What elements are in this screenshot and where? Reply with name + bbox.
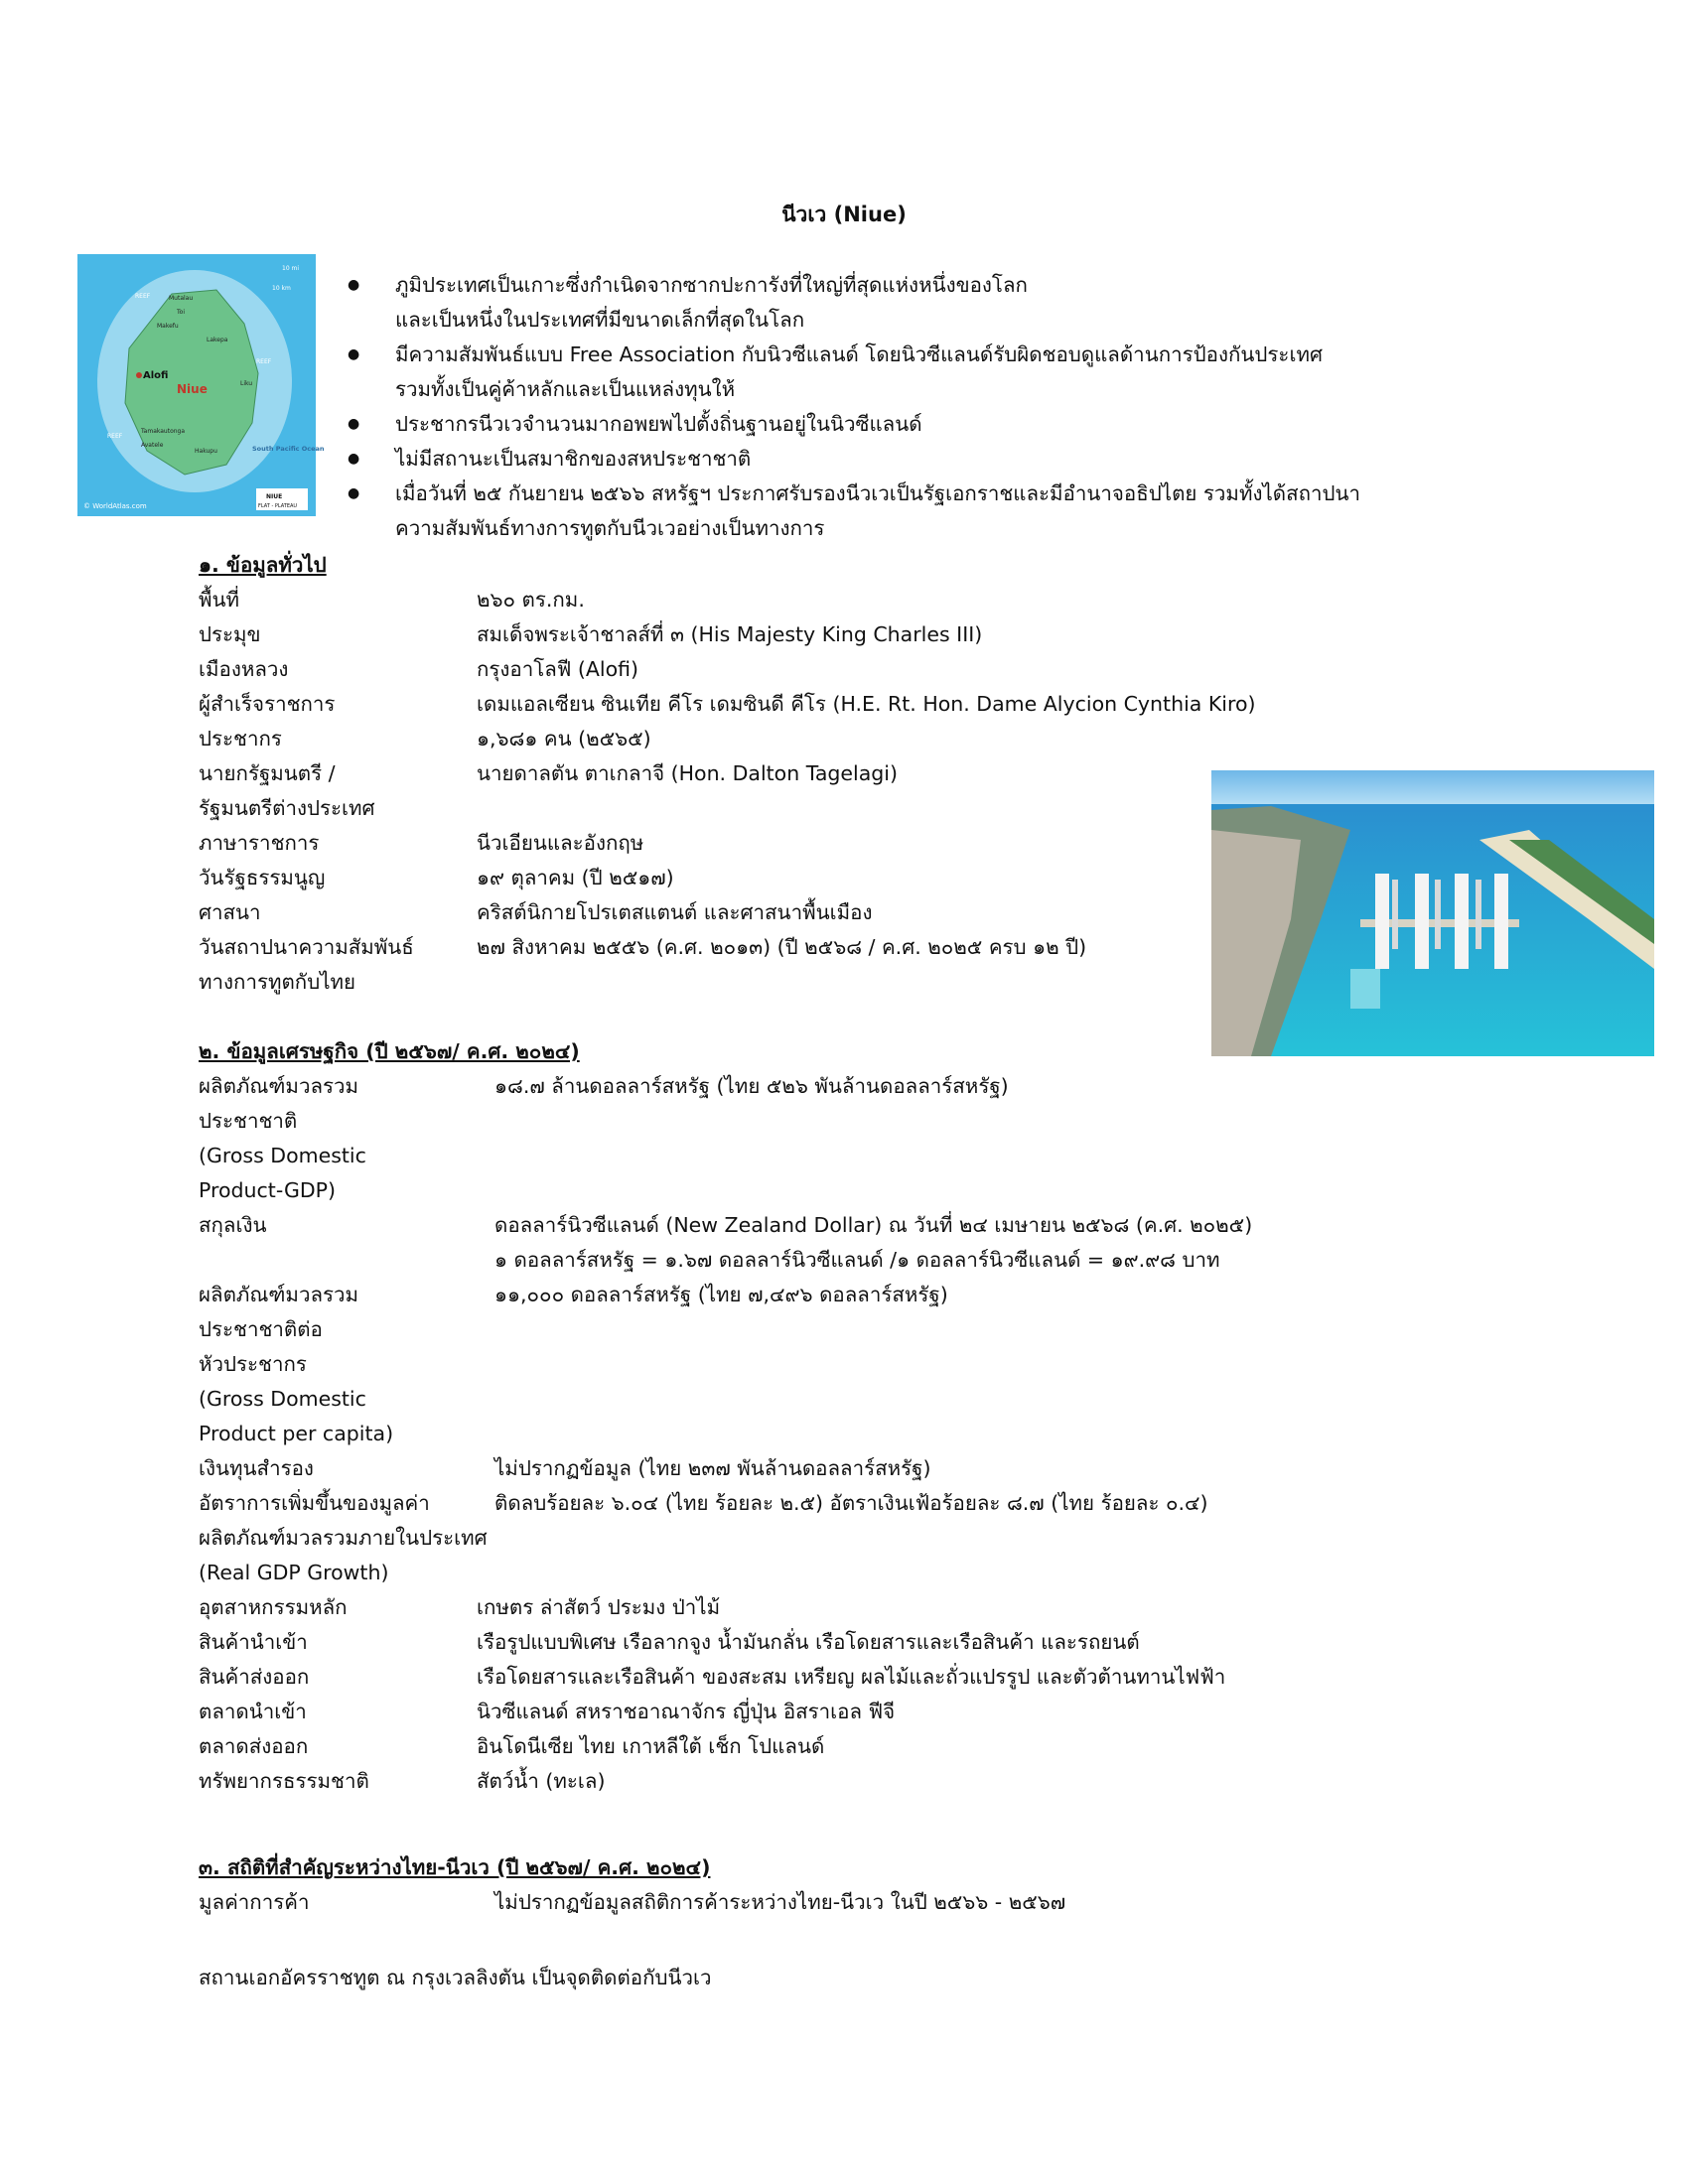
row-label-line: ประชากร — [199, 727, 282, 751]
bullet-line: ● เมื่อวันที่ ๒๕ กันยายน ๒๕๖๖ สหรัฐฯ ประกาศรับรองนีวเวเป็นรัฐเอกราชและมีอำนาจอธิปไตย รวมทั้งได้สถาปนา — [395, 481, 1361, 505]
row-label-line: วันสถาปนาความสัมพันธ์ — [199, 935, 414, 959]
row-value: ติดลบร้อยละ ๖.๐๔ (ไทย ร้อยละ ๒.๕) อัตราเงินเฟ้อร้อยละ ๘.๗ (ไทย ร้อยละ ๐.๔) — [494, 1491, 1208, 1515]
map-ocean-label: South Pacific Ocean — [252, 445, 325, 453]
bullet-line: ความสัมพันธ์ทางการทูตกับนีวเวอย่างเป็นทางการ — [395, 516, 825, 540]
info-row — [199, 617, 1340, 652]
info-row — [199, 861, 1340, 895]
row-value: ๑๙ ตุลาคม (ปี ๒๕๑๗) — [477, 866, 674, 889]
row-value: ไม่ปรากฏข้อมูลสถิติการค้าระหว่างไทย-นีวเว ในปี ๒๕๖๖ - ๒๕๖๗ — [494, 1890, 1066, 1914]
bullet-line: รวมทั้งเป็นคู่ค้าหลักและเป็นแหล่งทุนให้ — [395, 377, 736, 401]
bullet-item — [348, 268, 1470, 338]
row-label-line: ผลิตภัณฑ์มวลรวมภายในประเทศ — [199, 1526, 488, 1550]
row-value: เรือโดยสารและเรือสินค้า ของสะสม เหรียญ ผลไม้และถั่วแปรรูป และตัวต้านทานไฟฟ้า — [477, 1665, 1226, 1689]
intro-bullets — [348, 268, 1470, 546]
row-value: ๑,๖๘๑ คน (๒๕๖๕) — [477, 727, 651, 751]
map-island-label: Niue — [177, 382, 208, 396]
row-label — [199, 583, 477, 617]
info-row — [199, 756, 1340, 826]
section-general — [199, 548, 1340, 1000]
row-label-line: ผู้สำเร็จราชการ — [199, 692, 336, 716]
row-label-line: ศาสนา — [199, 900, 261, 924]
row-label-line: ประชาชาติ — [199, 1109, 298, 1133]
map-capital-label: Alofi — [143, 370, 169, 381]
row-label: มูลค่าการค้า — [199, 1890, 310, 1914]
info-row — [199, 1208, 1340, 1278]
info-row — [199, 652, 1340, 687]
row-value: ๑๘.๗ ล้านดอลลาร์สหรัฐ (ไทย ๕๒๖ พันล้านดอลลาร์สหรัฐ) — [494, 1074, 1009, 1098]
map-badge-title: NIUE — [266, 493, 283, 500]
info-row — [199, 1885, 1340, 1920]
row-value: กรุงอาโลฟี (Alofi) — [477, 657, 639, 681]
embassy-note: สถานเอกอัครราชทูต ณ กรุงเวลลิงตัน เป็นจุดติดต่อกับนีวเว — [199, 1966, 712, 1989]
niue-map — [77, 254, 325, 516]
row-value: เดมแอลเซียน ซินเทีย คีโร เดมซินดี คีโร (H.E. Rt. Hon. Dame Alycion Cynthia Kiro) — [477, 692, 1256, 716]
section-heading: ๑. ข้อมูลทั่วไป — [199, 553, 327, 577]
row-label-line: ผลิตภัณฑ์มวลรวม — [199, 1283, 359, 1306]
bullet-line: ● ประชากรนีวเวจำนวนมากอพยพไปตั้งถิ่นฐานอยู่ในนิวซีแลนด์ — [395, 412, 922, 436]
map-place-label: Liku — [240, 380, 253, 387]
info-row — [199, 1660, 1340, 1695]
row-value — [494, 1208, 1340, 1278]
row-label-line: (Gross Domestic — [199, 1144, 366, 1167]
row-label-line: เงินทุนสำรอง — [199, 1456, 314, 1480]
map-place-label: Hakupu — [195, 448, 217, 455]
info-row — [199, 1590, 1340, 1625]
bullet-item — [348, 477, 1470, 546]
info-row — [199, 1278, 1340, 1451]
row-label: สินค้านำเข้า — [199, 1630, 308, 1654]
row-value: ไม่ปรากฏข้อมูล (ไทย ๒๓๗ พันล้านดอลลาร์สหรัฐ) — [494, 1456, 931, 1480]
map-reef-label: REEF — [107, 433, 123, 440]
info-row — [199, 930, 1340, 1000]
info-row — [199, 1069, 1340, 1208]
map-badge-sub: FLAT - PLATEAU — [258, 503, 298, 509]
section-heading: ๓. สถิติที่สำคัญระหว่างไทย-นีวเว (ปี ๒๕๖๗/ ค.ศ. ๒๐๒๔) — [199, 1855, 711, 1879]
map-place-label: Lakepa — [207, 337, 228, 343]
row-value: ๒๖๐ ตร.กม. — [477, 588, 585, 612]
map-place-label: Mutalau — [169, 295, 194, 302]
bullet-line: และเป็นหนึ่งในประเทศที่มีขนาดเล็กที่สุดในโลก — [395, 308, 805, 332]
row-label-line: Product per capita) — [199, 1422, 394, 1445]
info-row — [199, 583, 1340, 617]
row-label — [199, 1278, 494, 1451]
page-title: นีวเว (Niue) — [781, 203, 907, 226]
map-scale-mi: 10 mi — [282, 265, 300, 272]
row-label — [199, 722, 477, 756]
bullet-line: ● มีความสัมพันธ์แบบ Free Association กับนิวซีแลนด์ โดยนิวซีแลนด์รับผิดชอบดูแลด้านการป้องกันประเทศ — [395, 342, 1323, 366]
row-label — [199, 1208, 494, 1278]
row-label — [199, 1486, 494, 1590]
info-row — [199, 826, 1340, 861]
row-value: นีวเอียนและอังกฤษ — [477, 831, 644, 855]
row-label — [199, 687, 477, 722]
row-label-line: ภาษาราชการ — [199, 831, 320, 855]
section-economy — [199, 1034, 1340, 1799]
map-place-label: Toi — [177, 309, 185, 316]
info-row — [199, 1729, 1340, 1764]
row-value: เกษตร ล่าสัตว์ ประมง ป่าไม้ — [477, 1595, 721, 1619]
row-label-line: หัวประชากร — [199, 1352, 307, 1376]
info-row — [199, 1451, 1340, 1486]
niue-map-graphic — [77, 254, 325, 516]
bullet-line: ● ไม่มีสถานะเป็นสมาชิกของสหประชาชาติ — [395, 447, 752, 471]
row-label — [199, 652, 477, 687]
map-reef-label: REEF — [135, 293, 151, 300]
row-value: นายดาลตัน ตาเกลาจี (Hon. Dalton Tagelagi) — [477, 761, 899, 785]
bullet-item — [348, 442, 1470, 477]
row-label-line: อัตราการเพิ่มขึ้นของมูลค่า — [199, 1491, 430, 1515]
info-row — [199, 1695, 1340, 1729]
row-label-line: วันรัฐธรรมนูญ — [199, 866, 326, 889]
row-value: นิวซีแลนด์ สหราชอาณาจักร ญี่ปุ่น อิสราเอล ฟีจี — [477, 1700, 896, 1723]
bullet-line: ● ภูมิประเทศเป็นเกาะซึ่งกำเนิดจากซากปะการังที่ใหญ่ที่สุดแห่งหนึ่งของโลก — [395, 273, 1028, 297]
row-value: เรือรูปแบบพิเศษ เรือลากจูง น้ำมันกลั่น เรือโดยสารและเรือสินค้า และรถยนต์ — [477, 1630, 1140, 1654]
row-label-line: (Gross Domestic — [199, 1387, 366, 1411]
row-label — [199, 826, 477, 861]
info-row — [199, 1764, 1340, 1799]
row-label-line: (Real GDP Growth) — [199, 1561, 389, 1584]
row-value: ๑๑,๐๐๐ ดอลลาร์สหรัฐ (ไทย ๗,๔๙๖ ดอลลาร์สหรัฐ) — [494, 1283, 948, 1306]
info-row — [199, 1625, 1340, 1660]
row-label-line: พื้นที่ — [199, 588, 240, 612]
row-label: ตลาดนำเข้า — [199, 1700, 307, 1723]
row-value: คริสต์นิกายโปรเตสแตนต์ และศาสนาพื้นเมือง — [477, 900, 873, 924]
info-row — [199, 687, 1340, 722]
map-scale-km: 10 km — [272, 285, 291, 292]
row-label-line: รัฐมนตรีต่างประเทศ — [199, 796, 375, 820]
row-label-line: Product-GDP) — [199, 1178, 337, 1202]
row-value-line: ๑ ดอลลาร์สหรัฐ = ๑.๖๗ ดอลลาร์นิวซีแลนด์ /๑ ดอลลาร์นิวซีแลนด์ = ๑๙.๙๘ บาท — [494, 1248, 1220, 1272]
row-value: สัตว์น้ำ (ทะเล) — [477, 1769, 606, 1793]
section-statistics — [199, 1850, 1340, 1920]
map-reef-label: REEF — [256, 358, 272, 365]
row-label — [199, 861, 477, 895]
row-label-line: ผลิตภัณฑ์มวลรวม — [199, 1074, 359, 1098]
row-label-line: ประมุข — [199, 622, 261, 646]
info-row — [199, 1486, 1340, 1590]
row-label — [199, 1451, 494, 1486]
row-label: ทรัพยากรธรรมชาติ — [199, 1769, 369, 1793]
row-label — [199, 930, 477, 1000]
row-value: สมเด็จพระเจ้าชาลส์ที่ ๓ (His Majesty King Charles III) — [477, 622, 983, 646]
row-label-line: เมืองหลวง — [199, 657, 289, 681]
info-row — [199, 722, 1340, 756]
row-label: อุตสาหกรรมหลัก — [199, 1595, 348, 1619]
bullet-item — [348, 338, 1470, 407]
row-label — [199, 756, 477, 826]
map-place-label: Makefu — [157, 323, 179, 330]
map-place-label: Avatele — [141, 442, 164, 449]
row-value-line: ดอลลาร์นิวซีแลนด์ (New Zealand Dollar) ณ วันที่ ๒๔ เมษายน ๒๕๖๘ (ค.ศ. ๒๐๒๕) — [494, 1213, 1253, 1237]
info-row — [199, 895, 1340, 930]
map-place-label: Tamakautonga — [141, 428, 186, 435]
bullet-item — [348, 407, 1470, 442]
row-label-line: ทางการทูตกับไทย — [199, 970, 356, 994]
row-label-line: ประชาชาติต่อ — [199, 1317, 323, 1341]
row-label — [199, 895, 477, 930]
row-label: ตลาดส่งออก — [199, 1734, 309, 1758]
section-heading: ๒. ข้อมูลเศรษฐกิจ (ปี ๒๕๖๗/ ค.ศ. ๒๐๒๔) — [199, 1039, 580, 1063]
row-value: ๒๗ สิงหาคม ๒๕๕๖ (ค.ศ. ๒๐๑๓) (ปี ๒๕๖๘ / ค.ศ. ๒๐๒๕ ครบ ๑๒ ปี) — [477, 935, 1087, 959]
row-label: สินค้าส่งออก — [199, 1665, 310, 1689]
row-label — [199, 617, 477, 652]
row-value: อินโดนีเซีย ไทย เกาหลีใต้ เช็ก โปแลนด์ — [477, 1734, 825, 1758]
map-credit: © WorldAtlas.com — [83, 502, 147, 510]
row-label — [199, 1069, 494, 1208]
row-label-line: สกุลเงิน — [199, 1213, 267, 1237]
row-label-line: นายกรัฐมนตรี / — [199, 761, 336, 785]
